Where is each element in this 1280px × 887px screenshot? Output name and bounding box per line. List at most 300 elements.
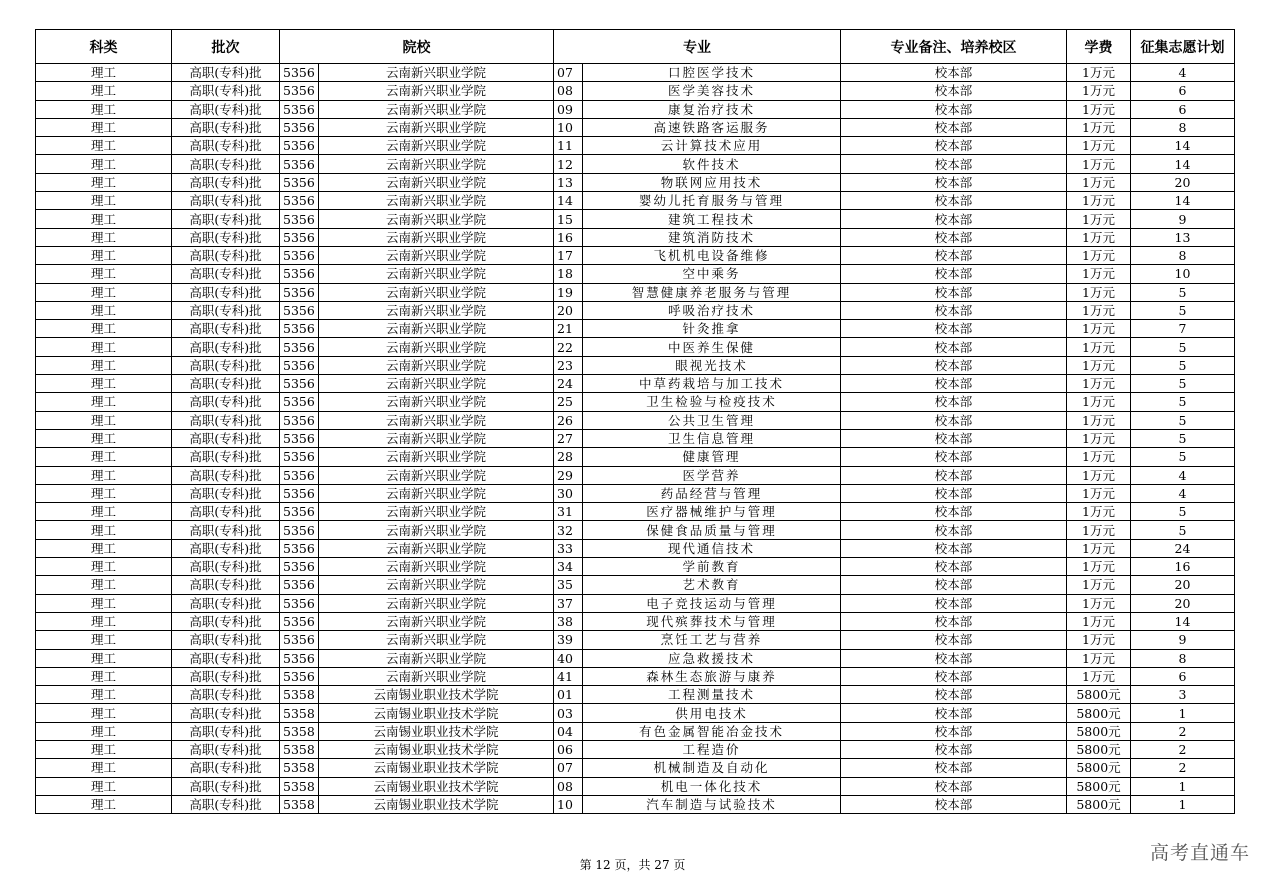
school-name-cell: 云南新兴职业学院 (319, 155, 554, 173)
school-code-cell: 5356 (280, 466, 319, 484)
category-cell: 理工 (36, 649, 172, 667)
tuition-cell: 1万元 (1067, 667, 1131, 685)
plan-cell: 5 (1131, 411, 1235, 429)
batch-cell: 高职(专科)批 (172, 118, 280, 136)
tuition-cell: 1万元 (1067, 64, 1131, 82)
major-name-cell: 飞机机电设备维修 (583, 246, 841, 264)
plan-cell: 8 (1131, 118, 1235, 136)
header-plan: 征集志愿计划 (1131, 30, 1235, 64)
batch-cell: 高职(专科)批 (172, 740, 280, 758)
batch-cell: 高职(专科)批 (172, 393, 280, 411)
major-name-cell: 医学美容技术 (583, 82, 841, 100)
table-row (36, 777, 1235, 795)
school-code-cell: 5356 (280, 503, 319, 521)
major-name-cell: 机械制造及自动化 (583, 759, 841, 777)
category-cell: 理工 (36, 429, 172, 447)
major-code-cell: 18 (554, 265, 583, 283)
plan-cell: 5 (1131, 393, 1235, 411)
page-footer: 第 12 页，共 27 页 (579, 858, 686, 872)
campus-cell: 校本部 (841, 503, 1067, 521)
table-row (36, 795, 1235, 813)
school-name-cell: 云南新兴职业学院 (319, 82, 554, 100)
batch-cell: 高职(专科)批 (172, 612, 280, 630)
tuition-cell: 1万元 (1067, 155, 1131, 173)
tuition-cell: 1万元 (1067, 631, 1131, 649)
major-code-cell: 07 (554, 64, 583, 82)
category-cell: 理工 (36, 283, 172, 301)
school-name-cell: 云南锡业职业技术学院 (319, 740, 554, 758)
batch-cell: 高职(专科)批 (172, 173, 280, 191)
category-cell: 理工 (36, 777, 172, 795)
batch-cell: 高职(专科)批 (172, 539, 280, 557)
category-cell: 理工 (36, 228, 172, 246)
school-code-cell: 5356 (280, 155, 319, 173)
major-code-cell: 04 (554, 722, 583, 740)
category-cell: 理工 (36, 612, 172, 630)
header-tuition: 学费 (1067, 30, 1131, 64)
major-name-cell: 卫生信息管理 (583, 429, 841, 447)
school-code-cell: 5356 (280, 301, 319, 319)
major-name-cell: 口腔医学技术 (583, 64, 841, 82)
tuition-cell: 5800元 (1067, 795, 1131, 813)
campus-cell: 校本部 (841, 704, 1067, 722)
campus-cell: 校本部 (841, 649, 1067, 667)
school-name-cell: 云南新兴职业学院 (319, 301, 554, 319)
category-cell: 理工 (36, 722, 172, 740)
table-row (36, 228, 1235, 246)
header-category: 科类 (36, 30, 172, 64)
campus-cell: 校本部 (841, 137, 1067, 155)
major-code-cell: 12 (554, 155, 583, 173)
school-name-cell: 云南新兴职业学院 (319, 173, 554, 191)
school-name-cell: 云南新兴职业学院 (319, 429, 554, 447)
tuition-cell: 1万元 (1067, 356, 1131, 374)
major-code-cell: 40 (554, 649, 583, 667)
tuition-cell: 1万元 (1067, 283, 1131, 301)
campus-cell: 校本部 (841, 722, 1067, 740)
major-name-cell: 针灸推拿 (583, 320, 841, 338)
table-row (36, 137, 1235, 155)
major-name-cell: 工程造价 (583, 740, 841, 758)
batch-cell: 高职(专科)批 (172, 484, 280, 502)
batch-cell: 高职(专科)批 (172, 686, 280, 704)
major-code-cell: 35 (554, 576, 583, 594)
school-name-cell: 云南新兴职业学院 (319, 558, 554, 576)
campus-cell: 校本部 (841, 448, 1067, 466)
table-row (36, 539, 1235, 557)
school-name-cell: 云南新兴职业学院 (319, 448, 554, 466)
batch-cell: 高职(专科)批 (172, 503, 280, 521)
major-name-cell: 云计算技术应用 (583, 137, 841, 155)
category-cell: 理工 (36, 686, 172, 704)
plan-cell: 2 (1131, 722, 1235, 740)
campus-cell: 校本部 (841, 173, 1067, 191)
tuition-cell: 1万元 (1067, 137, 1131, 155)
school-code-cell: 5356 (280, 100, 319, 118)
table-row (36, 484, 1235, 502)
major-name-cell: 高速铁路客运服务 (583, 118, 841, 136)
school-name-cell: 云南新兴职业学院 (319, 100, 554, 118)
school-name-cell: 云南新兴职业学院 (319, 631, 554, 649)
major-name-cell: 中草药栽培与加工技术 (583, 375, 841, 393)
campus-cell: 校本部 (841, 64, 1067, 82)
tuition-cell: 5800元 (1067, 759, 1131, 777)
major-name-cell: 汽车制造与试验技术 (583, 795, 841, 813)
plan-cell: 7 (1131, 320, 1235, 338)
table-row (36, 301, 1235, 319)
table-row (36, 210, 1235, 228)
school-code-cell: 5356 (280, 283, 319, 301)
school-name-cell: 云南新兴职业学院 (319, 466, 554, 484)
campus-cell: 校本部 (841, 759, 1067, 777)
school-name-cell: 云南新兴职业学院 (319, 283, 554, 301)
campus-cell: 校本部 (841, 484, 1067, 502)
tuition-cell: 1万元 (1067, 503, 1131, 521)
batch-cell: 高职(专科)批 (172, 155, 280, 173)
batch-cell: 高职(专科)批 (172, 649, 280, 667)
category-cell: 理工 (36, 411, 172, 429)
campus-cell: 校本部 (841, 192, 1067, 210)
campus-cell: 校本部 (841, 375, 1067, 393)
school-code-cell: 5356 (280, 82, 319, 100)
school-code-cell: 5358 (280, 740, 319, 758)
school-name-cell: 云南新兴职业学院 (319, 192, 554, 210)
school-code-cell: 5358 (280, 759, 319, 777)
tuition-cell: 5800元 (1067, 686, 1131, 704)
batch-cell: 高职(专科)批 (172, 704, 280, 722)
plan-cell: 5 (1131, 521, 1235, 539)
table-row (36, 704, 1235, 722)
major-name-cell: 医学营养 (583, 466, 841, 484)
table-row (36, 356, 1235, 374)
school-code-cell: 5356 (280, 64, 319, 82)
batch-cell: 高职(专科)批 (172, 64, 280, 82)
tuition-cell: 1万元 (1067, 466, 1131, 484)
tuition-cell: 1万元 (1067, 411, 1131, 429)
batch-cell: 高职(专科)批 (172, 631, 280, 649)
school-code-cell: 5356 (280, 631, 319, 649)
major-code-cell: 03 (554, 704, 583, 722)
major-code-cell: 32 (554, 521, 583, 539)
table-row (36, 576, 1235, 594)
tuition-cell: 1万元 (1067, 192, 1131, 210)
school-code-cell: 5358 (280, 795, 319, 813)
campus-cell: 校本部 (841, 118, 1067, 136)
school-code-cell: 5356 (280, 375, 319, 393)
major-name-cell: 眼视光技术 (583, 356, 841, 374)
batch-cell: 高职(专科)批 (172, 356, 280, 374)
major-name-cell: 有色金属智能冶金技术 (583, 722, 841, 740)
campus-cell: 校本部 (841, 411, 1067, 429)
table-row (36, 740, 1235, 758)
table-row (36, 759, 1235, 777)
campus-cell: 校本部 (841, 301, 1067, 319)
school-code-cell: 5356 (280, 539, 319, 557)
major-code-cell: 33 (554, 539, 583, 557)
major-name-cell: 康复治疗技术 (583, 100, 841, 118)
batch-cell: 高职(专科)批 (172, 521, 280, 539)
admission-table (35, 29, 1235, 814)
major-name-cell: 机电一体化技术 (583, 777, 841, 795)
batch-cell: 高职(专科)批 (172, 594, 280, 612)
plan-cell: 1 (1131, 704, 1235, 722)
table-row (36, 466, 1235, 484)
school-name-cell: 云南新兴职业学院 (319, 612, 554, 630)
plan-cell: 6 (1131, 100, 1235, 118)
campus-cell: 校本部 (841, 539, 1067, 557)
tuition-cell: 1万元 (1067, 521, 1131, 539)
plan-cell: 2 (1131, 740, 1235, 758)
campus-cell: 校本部 (841, 576, 1067, 594)
major-code-cell: 30 (554, 484, 583, 502)
plan-cell: 14 (1131, 612, 1235, 630)
table-row (36, 649, 1235, 667)
school-code-cell: 5356 (280, 649, 319, 667)
campus-cell: 校本部 (841, 82, 1067, 100)
major-name-cell: 物联网应用技术 (583, 173, 841, 191)
school-name-cell: 云南新兴职业学院 (319, 246, 554, 264)
tuition-cell: 1万元 (1067, 484, 1131, 502)
school-name-cell: 云南新兴职业学院 (319, 539, 554, 557)
batch-cell: 高职(专科)批 (172, 722, 280, 740)
category-cell: 理工 (36, 704, 172, 722)
category-cell: 理工 (36, 448, 172, 466)
school-name-cell: 云南新兴职业学院 (319, 411, 554, 429)
tuition-cell: 5800元 (1067, 722, 1131, 740)
school-name-cell: 云南锡业职业技术学院 (319, 759, 554, 777)
major-code-cell: 19 (554, 283, 583, 301)
major-name-cell: 工程测量技术 (583, 686, 841, 704)
school-code-cell: 5356 (280, 393, 319, 411)
category-cell: 理工 (36, 667, 172, 685)
major-code-cell: 07 (554, 759, 583, 777)
batch-cell: 高职(专科)批 (172, 82, 280, 100)
tuition-cell: 1万元 (1067, 393, 1131, 411)
major-code-cell: 34 (554, 558, 583, 576)
tuition-cell: 1万元 (1067, 246, 1131, 264)
batch-cell: 高职(专科)批 (172, 411, 280, 429)
plan-cell: 2 (1131, 759, 1235, 777)
school-name-cell: 云南新兴职业学院 (319, 594, 554, 612)
category-cell: 理工 (36, 210, 172, 228)
category-cell: 理工 (36, 320, 172, 338)
header-batch: 批次 (172, 30, 280, 64)
plan-cell: 5 (1131, 301, 1235, 319)
school-code-cell: 5356 (280, 558, 319, 576)
major-name-cell: 保健食品质量与管理 (583, 521, 841, 539)
major-name-cell: 空中乘务 (583, 265, 841, 283)
campus-cell: 校本部 (841, 429, 1067, 447)
tuition-cell: 1万元 (1067, 118, 1131, 136)
tuition-cell: 1万元 (1067, 338, 1131, 356)
school-name-cell: 云南新兴职业学院 (319, 320, 554, 338)
batch-cell: 高职(专科)批 (172, 246, 280, 264)
school-name-cell: 云南锡业职业技术学院 (319, 704, 554, 722)
school-name-cell: 云南锡业职业技术学院 (319, 686, 554, 704)
tuition-cell: 5800元 (1067, 704, 1131, 722)
watermark-logo: 高考直通车 (1149, 842, 1250, 864)
tuition-cell: 1万元 (1067, 539, 1131, 557)
school-name-cell: 云南新兴职业学院 (319, 265, 554, 283)
major-code-cell: 31 (554, 503, 583, 521)
campus-cell: 校本部 (841, 667, 1067, 685)
major-code-cell: 39 (554, 631, 583, 649)
batch-cell: 高职(专科)批 (172, 448, 280, 466)
school-code-cell: 5358 (280, 704, 319, 722)
plan-cell: 5 (1131, 448, 1235, 466)
major-code-cell: 24 (554, 375, 583, 393)
tuition-cell: 1万元 (1067, 210, 1131, 228)
school-code-cell: 5356 (280, 448, 319, 466)
major-code-cell: 01 (554, 686, 583, 704)
school-code-cell: 5356 (280, 320, 319, 338)
school-code-cell: 5356 (280, 576, 319, 594)
school-code-cell: 5356 (280, 246, 319, 264)
campus-cell: 校本部 (841, 466, 1067, 484)
table-row (36, 265, 1235, 283)
admission-table-container (35, 29, 1234, 814)
school-code-cell: 5356 (280, 118, 319, 136)
school-name-cell: 云南新兴职业学院 (319, 64, 554, 82)
plan-cell: 10 (1131, 265, 1235, 283)
plan-cell: 20 (1131, 594, 1235, 612)
school-code-cell: 5356 (280, 411, 319, 429)
table-row (36, 521, 1235, 539)
school-code-cell: 5356 (280, 137, 319, 155)
school-code-cell: 5356 (280, 356, 319, 374)
category-cell: 理工 (36, 594, 172, 612)
table-row (36, 503, 1235, 521)
campus-cell: 校本部 (841, 521, 1067, 539)
major-code-cell: 22 (554, 338, 583, 356)
campus-cell: 校本部 (841, 393, 1067, 411)
header-school: 院校 (280, 30, 554, 64)
school-code-cell: 5356 (280, 265, 319, 283)
major-code-cell: 23 (554, 356, 583, 374)
table-row (36, 448, 1235, 466)
major-code-cell: 38 (554, 612, 583, 630)
batch-cell: 高职(专科)批 (172, 667, 280, 685)
major-code-cell: 14 (554, 192, 583, 210)
major-name-cell: 药品经营与管理 (583, 484, 841, 502)
major-name-cell: 公共卫生管理 (583, 411, 841, 429)
tuition-cell: 1万元 (1067, 265, 1131, 283)
school-code-cell: 5356 (280, 667, 319, 685)
school-code-cell: 5356 (280, 429, 319, 447)
campus-cell: 校本部 (841, 777, 1067, 795)
campus-cell: 校本部 (841, 795, 1067, 813)
plan-cell: 1 (1131, 795, 1235, 813)
school-name-cell: 云南新兴职业学院 (319, 118, 554, 136)
category-cell: 理工 (36, 246, 172, 264)
tuition-cell: 1万元 (1067, 429, 1131, 447)
category-cell: 理工 (36, 338, 172, 356)
plan-cell: 5 (1131, 338, 1235, 356)
table-row (36, 686, 1235, 704)
category-cell: 理工 (36, 100, 172, 118)
batch-cell: 高职(专科)批 (172, 429, 280, 447)
campus-cell: 校本部 (841, 356, 1067, 374)
major-name-cell: 软件技术 (583, 155, 841, 173)
plan-cell: 1 (1131, 777, 1235, 795)
table-row (36, 173, 1235, 191)
campus-cell: 校本部 (841, 246, 1067, 264)
table-row (36, 64, 1235, 82)
category-cell: 理工 (36, 82, 172, 100)
plan-cell: 14 (1131, 137, 1235, 155)
batch-cell: 高职(专科)批 (172, 210, 280, 228)
table-row (36, 192, 1235, 210)
table-row (36, 594, 1235, 612)
tuition-cell: 1万元 (1067, 558, 1131, 576)
campus-cell: 校本部 (841, 283, 1067, 301)
tuition-cell: 5800元 (1067, 740, 1131, 758)
tuition-cell: 1万元 (1067, 649, 1131, 667)
batch-cell: 高职(专科)批 (172, 301, 280, 319)
tuition-cell: 1万元 (1067, 594, 1131, 612)
tuition-cell: 1万元 (1067, 375, 1131, 393)
plan-cell: 9 (1131, 210, 1235, 228)
plan-cell: 14 (1131, 155, 1235, 173)
plan-cell: 5 (1131, 429, 1235, 447)
plan-cell: 20 (1131, 576, 1235, 594)
campus-cell: 校本部 (841, 631, 1067, 649)
major-name-cell: 现代殡葬技术与管理 (583, 612, 841, 630)
campus-cell: 校本部 (841, 558, 1067, 576)
plan-cell: 5 (1131, 283, 1235, 301)
school-code-cell: 5356 (280, 594, 319, 612)
plan-cell: 6 (1131, 667, 1235, 685)
plan-cell: 8 (1131, 649, 1235, 667)
school-code-cell: 5356 (280, 210, 319, 228)
tuition-cell: 1万元 (1067, 320, 1131, 338)
campus-cell: 校本部 (841, 320, 1067, 338)
plan-cell: 4 (1131, 466, 1235, 484)
school-name-cell: 云南新兴职业学院 (319, 393, 554, 411)
school-code-cell: 5358 (280, 722, 319, 740)
plan-cell: 24 (1131, 539, 1235, 557)
major-name-cell: 供用电技术 (583, 704, 841, 722)
tuition-cell: 1万元 (1067, 448, 1131, 466)
school-name-cell: 云南新兴职业学院 (319, 503, 554, 521)
school-code-cell: 5356 (280, 192, 319, 210)
school-code-cell: 5356 (280, 228, 319, 246)
major-code-cell: 15 (554, 210, 583, 228)
batch-cell: 高职(专科)批 (172, 795, 280, 813)
major-code-cell: 08 (554, 82, 583, 100)
school-name-cell: 云南锡业职业技术学院 (319, 795, 554, 813)
major-name-cell: 卫生检验与检疫技术 (583, 393, 841, 411)
category-cell: 理工 (36, 265, 172, 283)
school-code-cell: 5356 (280, 521, 319, 539)
category-cell: 理工 (36, 393, 172, 411)
plan-cell: 13 (1131, 228, 1235, 246)
category-cell: 理工 (36, 558, 172, 576)
category-cell: 理工 (36, 576, 172, 594)
plan-cell: 5 (1131, 375, 1235, 393)
major-name-cell: 建筑工程技术 (583, 210, 841, 228)
school-name-cell: 云南新兴职业学院 (319, 667, 554, 685)
batch-cell: 高职(专科)批 (172, 338, 280, 356)
table-row (36, 246, 1235, 264)
batch-cell: 高职(专科)批 (172, 228, 280, 246)
table-row (36, 100, 1235, 118)
campus-cell: 校本部 (841, 228, 1067, 246)
category-cell: 理工 (36, 466, 172, 484)
plan-cell: 20 (1131, 173, 1235, 191)
table-row (36, 320, 1235, 338)
school-name-cell: 云南新兴职业学院 (319, 375, 554, 393)
